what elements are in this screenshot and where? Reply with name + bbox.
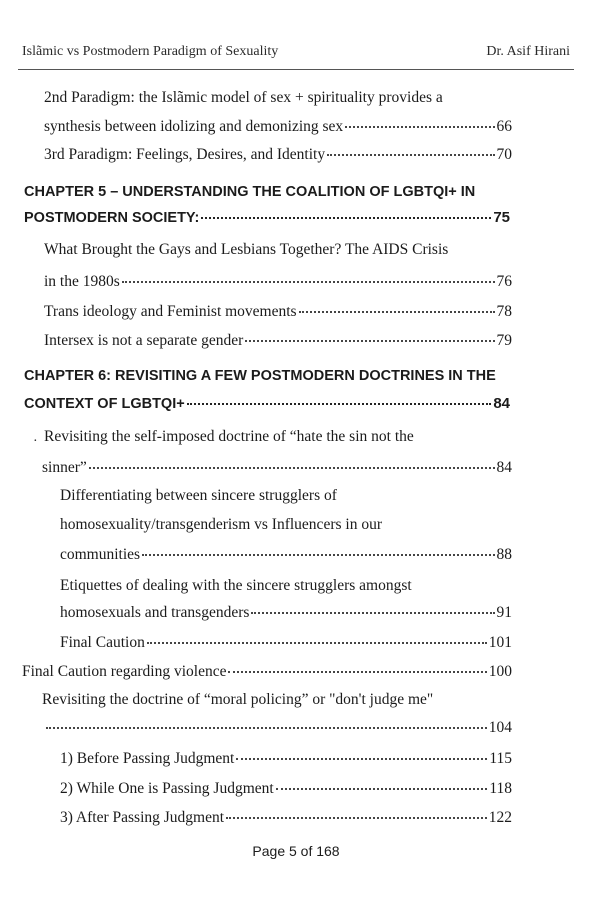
- toc-entry[interactable]: [44, 331, 512, 351]
- leader-dots: [245, 340, 494, 342]
- toc-page-number: 122: [488, 809, 512, 826]
- leader-dots: [226, 817, 487, 819]
- header-rule: [18, 69, 574, 70]
- leader-dots: [327, 154, 494, 156]
- toc-entry-text: communities: [60, 546, 141, 563]
- toc-page-number: 91: [496, 604, 512, 621]
- leader-dots: [89, 467, 495, 469]
- toc-entry-text: Trans ideology and Feminist movements: [44, 303, 297, 320]
- leader-dots: [201, 217, 491, 219]
- chapter-heading-text: CONTEXT OF LGBTQI+: [24, 396, 185, 412]
- toc-entry-text: 2) While One is Passing Judgment: [60, 780, 274, 797]
- toc-entry[interactable]: [44, 117, 512, 137]
- toc-page-number: 84: [493, 395, 510, 412]
- leader-dots: [251, 612, 494, 614]
- toc-entry-text: Final Caution regarding violence: [22, 663, 227, 680]
- toc-entry-text: synthesis between idolizing and demonizing sex: [44, 118, 344, 135]
- chapter-entry[interactable]: [24, 208, 510, 228]
- toc-entry[interactable]: [44, 145, 512, 165]
- toc-page-number: 79: [496, 332, 512, 349]
- toc-page-number: 88: [496, 546, 512, 563]
- toc-entry-text: in the 1980s: [44, 273, 120, 290]
- toc-page-number: 115: [489, 750, 512, 767]
- running-header: [22, 44, 570, 60]
- toc-entry-text: 1) Before Passing Judgment: [60, 750, 235, 767]
- toc-page-number: 76: [496, 273, 512, 290]
- leader-dots: [122, 281, 495, 283]
- chapter-heading: CHAPTER 6: REVISITING A FEW POSTMODERN DOCTRINES IN THE: [24, 368, 496, 384]
- leader-dots: [142, 554, 494, 556]
- toc-entry-text: sinner”: [42, 459, 87, 476]
- toc-page-number: 84: [496, 459, 512, 476]
- leader-dots: [276, 788, 488, 790]
- toc-page-number: 101: [488, 634, 512, 651]
- toc-entry[interactable]: [60, 545, 512, 565]
- leader-dots: [345, 126, 494, 128]
- toc-entry-text: Intersex is not a separate gender: [44, 332, 244, 349]
- leader-dots: [228, 671, 486, 673]
- toc-page-number: 100: [488, 663, 512, 680]
- header-author: Dr. Asif Hirani: [486, 44, 570, 59]
- toc-entry-text: 3rd Paradigm: Feelings, Desires, and Identity: [44, 146, 326, 163]
- toc-entry[interactable]: [60, 808, 512, 828]
- leader-dots: [187, 403, 492, 405]
- toc-entry-text: Differentiating between sincere strugglers of: [60, 487, 337, 504]
- toc-page-number: 78: [496, 303, 512, 320]
- toc-entry[interactable]: [22, 662, 512, 682]
- margin-mark: ·: [33, 434, 38, 449]
- toc-entry-text: Revisiting the self-imposed doctrine of “hate the sin not the: [44, 428, 414, 445]
- toc-entry-text: 2nd Paradigm: the Islãmic model of sex + spirituality provides a: [44, 89, 443, 106]
- toc-page-number: 66: [496, 118, 512, 135]
- toc-entry[interactable]: [44, 272, 512, 292]
- chapter-heading-text: POSTMODERN SOCIETY:: [24, 210, 200, 226]
- toc-entry[interactable]: [60, 779, 512, 799]
- toc-entry[interactable]: [60, 633, 512, 653]
- toc-page-number: 70: [496, 146, 512, 163]
- toc-entry-text: Final Caution: [60, 634, 145, 651]
- toc-entry-text: Revisiting the doctrine of “moral policing” or "don't judge me": [42, 691, 434, 708]
- toc-entry[interactable]: [42, 458, 512, 478]
- leader-dots: [147, 642, 487, 644]
- toc-entry-text: What Brought the Gays and Lesbians Together? The AIDS Crisis: [44, 241, 449, 258]
- toc-entry-text: homosexuals and transgenders: [60, 604, 250, 621]
- toc-entry-text: homosexuality/transgenderism vs Influencers in our: [60, 516, 382, 533]
- toc-entry-text: Etiquettes of dealing with the sincere strugglers amongst: [60, 577, 412, 594]
- toc-entry[interactable]: [60, 603, 512, 623]
- leader-dots: [236, 758, 487, 760]
- toc-page-number: 104: [488, 719, 512, 736]
- toc-entry[interactable]: [60, 749, 512, 769]
- page-footer: Page 5 of 168: [252, 843, 340, 859]
- toc-page-number: 118: [489, 780, 512, 797]
- toc-entry[interactable]: [44, 302, 512, 322]
- header-title: Islãmic vs Postmodern Paradigm of Sexuality: [22, 44, 279, 59]
- leader-dots: [299, 311, 495, 313]
- toc-page-number: 75: [493, 209, 510, 226]
- toc-entry-text: 3) After Passing Judgment: [60, 809, 225, 826]
- toc-entry[interactable]: [44, 718, 512, 738]
- leader-dots: [46, 727, 487, 729]
- chapter-heading: CHAPTER 5 – UNDERSTANDING THE COALITION OF LGBTQI+ IN: [24, 184, 476, 200]
- chapter-entry[interactable]: [24, 394, 510, 414]
